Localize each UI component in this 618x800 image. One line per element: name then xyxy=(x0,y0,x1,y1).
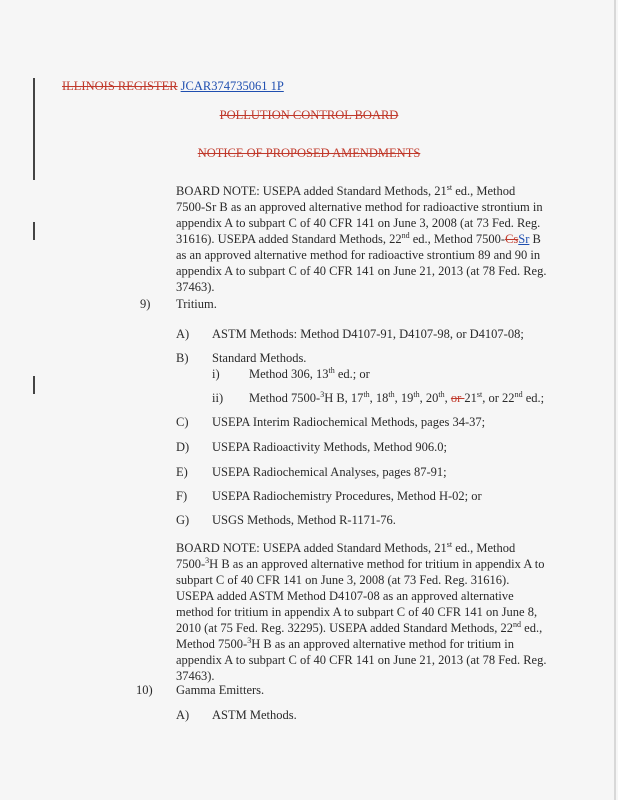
board-header: POLLUTION CONTROL BOARD xyxy=(219,108,399,122)
list-item: ASTM Methods: Method D4107-91, D4107-98, or D4107-08; xyxy=(212,327,524,341)
item-label: G) xyxy=(176,513,190,527)
list-item: USGS Methods, Method R-1171-76. xyxy=(212,513,396,527)
list-item: USEPA Radioactivity Methods, Method 906.0; xyxy=(212,440,447,454)
subitem-label: i) xyxy=(212,367,220,381)
item-label: C) xyxy=(176,415,189,429)
board-note-strontium: BOARD NOTE: USEPA added Standard Methods, 21st ed., Method 7500-Sr B as an approved alternative method for radioactive strontium in appendix A to subpart C of 40 CFR 141 on June 3, 2008 (at 73 Fed. Reg. 31616). USEPA added Standard Methods, 22nd ed., Method 7500-CsSr B as an approved alternative method for radioactive strontium 89 and 90 in appendix A to subpart C of 40 CFR 141 on June 21, 2013 (at 78 Fed. Reg. 37463). xyxy=(176,182,547,294)
section-title: Gamma Emitters. xyxy=(176,683,265,697)
notice-header: NOTICE OF PROPOSED AMENDMENTS xyxy=(197,146,421,160)
item-label: F) xyxy=(176,489,188,503)
list-item: USEPA Radiochemical Analyses, pages 87-91; xyxy=(212,465,447,479)
board-note-tritium: BOARD NOTE: USEPA added Standard Methods, 21st ed., Method 7500-$^3$H B as an approved alternative method for tritium in appendix A to subpart C of 40 CFR 141 on June 3, 2008 (at 73 Fed. Reg. 31616). USEPA added ASTM Method D4107-08 as an approved alternative method for tritium in appendix A to subpart C of 40 CFR 141 on June 8, 2010 (at 75 Fed. Reg. 32295). USEPA added Standard Methods, 22nd ed., Method 7500-$^3$H B as an approved alternative method for tritium in appendix A to subpart C of 40 CFR 141 on June 21, 2013 (at 78 Fed. Reg. 37463). xyxy=(176,539,547,683)
list-item: Standard Methods. xyxy=(212,351,307,365)
subitem-label: ii) xyxy=(212,391,224,405)
item-label: A) xyxy=(176,708,190,722)
item-label: A) xyxy=(176,327,190,341)
revision-bar xyxy=(33,222,35,240)
list-subitem: Method 306, 13th ed.; or xyxy=(249,365,370,381)
section-number: 9) xyxy=(140,297,151,311)
revision-bar xyxy=(33,376,35,394)
item-label: D) xyxy=(176,440,190,454)
list-subitem: Method 7500-$^3$H B, 17th, 18th, 19th, 20th, or 21st, or 22nd ed.; xyxy=(249,389,545,405)
list-item: USEPA Interim Radiochemical Methods, pages 34-37; xyxy=(212,415,486,429)
register-struck: ILLINOIS REGISTER xyxy=(62,79,178,93)
register-id: JCAR374735061 1P xyxy=(180,79,284,93)
item-label: B) xyxy=(176,351,189,365)
list-item: USEPA Radiochemistry Procedures, Method H-02; or xyxy=(212,489,482,503)
list-item: ASTM Methods. xyxy=(212,708,297,722)
revision-bar xyxy=(33,78,35,180)
section-title: Tritium. xyxy=(176,297,217,311)
register-header xyxy=(62,79,284,94)
section-number: 10) xyxy=(136,683,153,697)
item-label: E) xyxy=(176,465,188,479)
